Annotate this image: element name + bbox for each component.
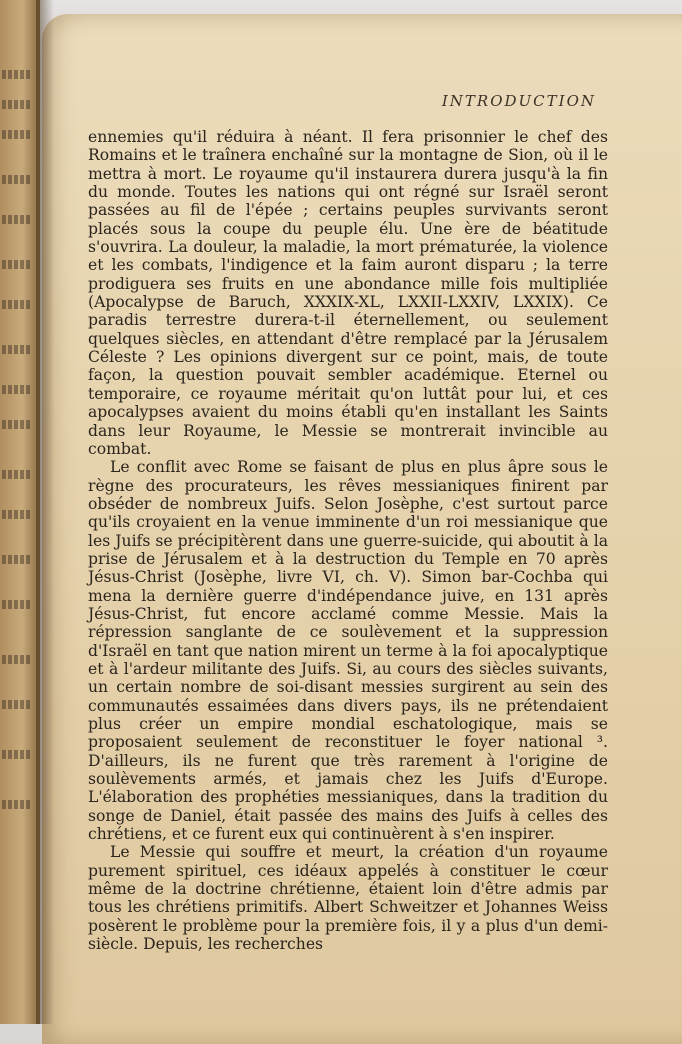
paragraph-1: ennemies qu'il réduira à néant. Il fera prisonnier le chef des Romains et le traînera enchaîné sur la montagne de Sion, où il le mettra à mort. Le royaume qu'il instaurera durera jusqu'à la fin du monde. Toutes les nations qui ont régné sur Israël seront passées au fil de l'épée ; certains peuples survivants seront placés sous la coupe du peuple élu. Une ère de béatitude s'ouvrira. La douleur, la maladie, la mort prématurée, la violence et les combats, l'indigence et la faim auront disparu ; la terre prodiguera ses fruits en une abondance mille fois multipliée (Apocalypse de Baruch, XXXIX-XL, LXXII-LXXIV, LXXIX). Ce paradis terrestre durera-t-il éternellement, ou seulement quelques siècles, en attendant d'être remplacé par la Jérusalem Céleste ? Les opinions divergent sur ce point, mais, de toute façon, la question pouvait sembler académique. Eternel ou temporaire, ce royaume méritait qu'on luttât pour lui, et ces apocalypses avaient du moins établi qu'en installant les Saints dans leur Royaume, le Messie se montrerait invincible au combat. (88, 128, 608, 458)
facing-page-edge (0, 0, 40, 1024)
running-title: INTRODUCTION (441, 92, 596, 110)
body-text (88, 128, 608, 953)
paragraph-2: Le conflit avec Rome se faisant de plus en plus âpre sous le règne des procurateurs, les rêves messianiques finirent par obséder de nombreux Juifs. Selon Josèphe, c'est surtout parce qu'ils croyaient en la venue imminente d'un roi messianique que les Juifs se précipitèrent dans une guerre-suicide, qui aboutit à la prise de Jérusalem et à la destruction du Temple en 70 après Jésus-Christ (Josèphe, livre VI, ch. V). Simon bar-Cochba qui mena la dernière guerre d'indépendance juive, en 131 après Jésus-Christ, fut encore acclamé comme Messie. Mais la répression sanglante de ce soulèvement et la suppression d'Israël en tant que nation mirent un terme à la foi apocalyptique et à l'ardeur militante des Juifs. Si, au cours des siècles suivants, un certain nombre de soi-disant messies surgirent au sein des communautés essaimées dans divers pays, ils ne prétendaient plus créer un empire mondial eschatologique, mais se proposaient seulement de reconstituer le foyer national ³. D'ailleurs, ils ne furent que très rarement à l'origine de soulèvements armés, et jamais chez les Juifs d'Europe. L'élaboration des prophéties messianiques, dans la tradition du songe de Daniel, était passée des mains des Juifs à celles des chrétiens, et ce furent eux qui continuèrent à s'en inspirer. (88, 458, 608, 844)
page-gutter-shadow (36, 0, 54, 1024)
paragraph-3: Le Messie qui souffre et meurt, la création d'un royaume purement spirituel, ces idéaux appelés à constituer le cœur même de la doctrine chrétienne, étaient loin d'être admis par tous les chrétiens primitifs. Albert Schweitzer et Johannes Weiss posèrent le problème pour la première fois, il y a plus d'un demi-siècle. Depuis, les recherches (88, 843, 608, 954)
